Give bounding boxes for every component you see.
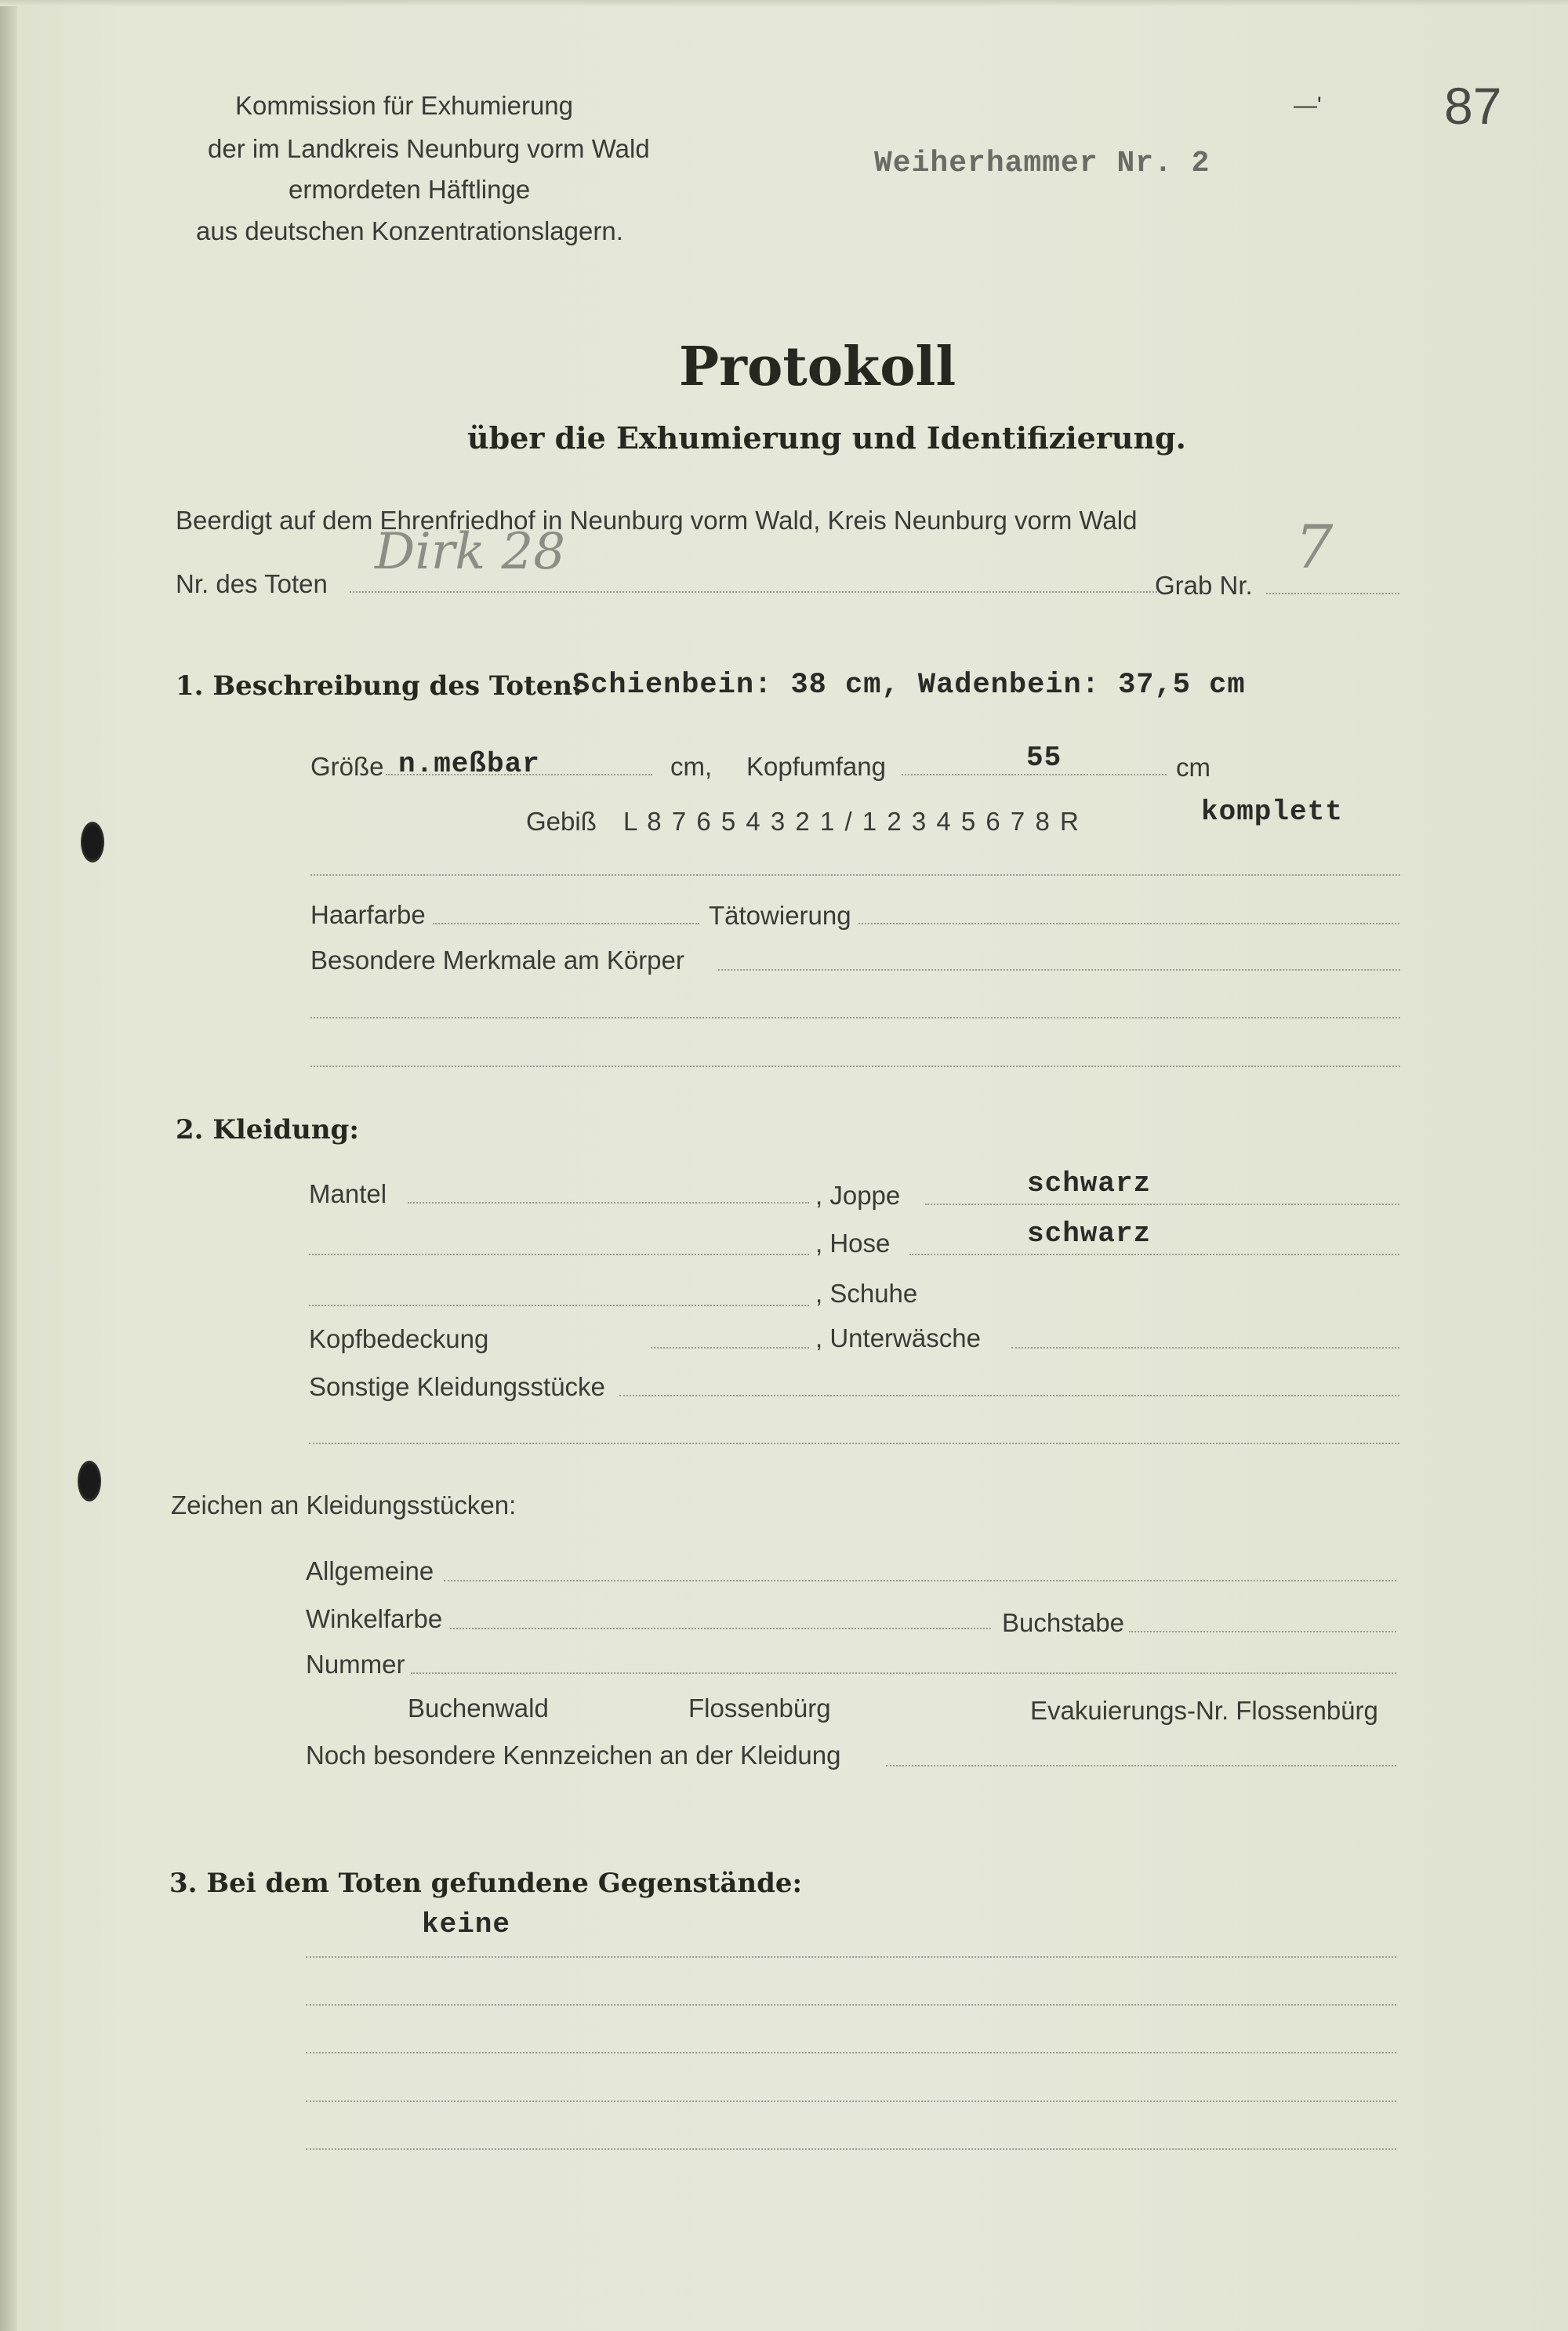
joppe-label: , Joppe <box>815 1181 901 1210</box>
merkmale-line-2 <box>310 1017 1400 1018</box>
schuhe-label: , Schuhe <box>815 1279 918 1308</box>
gegenstaende-line-1 <box>306 1956 1396 1958</box>
kopfbedeckung-line <box>651 1347 809 1349</box>
paper-top-edge <box>0 0 1568 6</box>
noch-kennzeichen-label: Noch besondere Kennzeichen an der Kleidung <box>306 1741 841 1770</box>
gegenstaende-line-5 <box>306 2148 1396 2150</box>
merkmale-line <box>718 969 1400 971</box>
section3-heading: 3. Bei dem Toten gefundene Gegenstände: <box>169 1868 803 1899</box>
unterwaesche-line <box>1011 1347 1399 1349</box>
paper-left-edge <box>0 0 17 2331</box>
cm-label-2: cm <box>1176 753 1210 782</box>
buchstabe-label: Buchstabe <box>1002 1608 1124 1637</box>
burial-line: Beerdigt auf dem Ehrenfriedhof in Neunburg vorm Wald, Kreis Neunburg vorm Wald <box>176 506 1138 535</box>
buchenwald-label: Buchenwald <box>408 1694 549 1723</box>
joppe-value: schwarz <box>1027 1167 1152 1200</box>
dash-mark: —' <box>1294 93 1322 118</box>
allgemeine-line <box>444 1580 1396 1581</box>
section1-typed-description: Schienbein: 38 cm, Wadenbein: 37,5 cm <box>572 669 1246 702</box>
gegenstaende-line-2 <box>306 2004 1396 2006</box>
haarfarbe-label: Haarfarbe <box>310 900 426 929</box>
page-subtitle: über die Exhumierung und Identifizierung. <box>467 420 1186 456</box>
punch-hole-upper <box>81 822 104 862</box>
hose-line <box>909 1254 1399 1255</box>
sonstige-line-2 <box>309 1443 1399 1444</box>
commission-line-2: der im Landkreis Neunburg vorm Wald <box>208 134 650 163</box>
winkelfarbe-line <box>450 1628 991 1629</box>
groesse-label: Größe <box>310 752 384 781</box>
taetowierung-label: Tätowierung <box>709 901 851 930</box>
buchstabe-line <box>1129 1631 1396 1632</box>
grab-nr-line <box>1266 593 1399 594</box>
winkelfarbe-label: Winkelfarbe <box>306 1604 443 1633</box>
page-title: Protokoll <box>679 336 956 398</box>
kopfumfang-label: Kopfumfang <box>746 752 886 781</box>
nummer-line <box>411 1672 1396 1674</box>
noch-kennzeichen-line <box>886 1765 1396 1766</box>
kopfumfang-value: 55 <box>1026 742 1062 774</box>
section2-heading: 2. Kleidung: <box>176 1114 359 1146</box>
joppe-line <box>925 1204 1399 1205</box>
gebiss-value: komplett <box>1201 796 1343 828</box>
hose-pre-line <box>309 1254 809 1255</box>
punch-hole-lower <box>78 1461 101 1501</box>
commission-line-4: aus deutschen Konzentrationslagern. <box>196 216 623 245</box>
section1-heading: 1. Beschreibung des Toten: <box>176 670 583 702</box>
merkmale-label: Besondere Merkmale am Körper <box>310 946 684 975</box>
gebiss-extra-line <box>310 874 1400 876</box>
schuhe-pre-line <box>309 1305 809 1306</box>
taetowierung-line <box>858 923 1399 924</box>
page-number: 87 <box>1444 77 1502 135</box>
unterwaesche-label: , Unterwäsche <box>815 1323 981 1352</box>
haarfarbe-line <box>433 923 699 924</box>
kopfbedeckung-label: Kopfbedeckung <box>309 1324 489 1353</box>
grab-nr-value: 7 <box>1295 512 1334 582</box>
hose-label: , Hose <box>815 1229 891 1258</box>
grab-nr-label: Grab Nr. <box>1155 571 1253 600</box>
nummer-label: Nummer <box>306 1650 405 1679</box>
hose-value: schwarz <box>1027 1218 1152 1250</box>
gegenstaende-line-4 <box>306 2100 1396 2102</box>
kopfumfang-line <box>902 774 1167 775</box>
gebiss-label: Gebiß <box>526 807 597 836</box>
merkmale-line-3 <box>310 1066 1400 1067</box>
section3-typed-value: keine <box>422 1908 511 1941</box>
zeichen-heading: Zeichen an Kleidungsstücken: <box>171 1490 517 1520</box>
commission-line-1: Kommission für Exhumierung <box>235 91 573 120</box>
evakuierung-label: Evakuierungs-Nr. Flossenbürg <box>1030 1696 1378 1725</box>
mantel-label: Mantel <box>309 1179 387 1208</box>
gebiss-scheme: L 8 7 6 5 4 3 2 1 / 1 2 3 4 5 6 7 8 R <box>623 807 1080 836</box>
nr-toten-value: Dirk 28 <box>375 523 565 581</box>
allgemeine-label: Allgemeine <box>306 1556 434 1585</box>
groesse-value: n.meßbar <box>398 748 540 780</box>
sonstige-line <box>619 1395 1399 1396</box>
typed-location: Weiherhammer Nr. 2 <box>874 147 1210 180</box>
sonstige-label: Sonstige Kleidungsstücke <box>309 1372 605 1401</box>
nr-toten-label: Nr. des Toten <box>176 569 328 598</box>
gegenstaende-line-3 <box>306 2052 1396 2053</box>
mantel-line <box>408 1202 809 1204</box>
cm-label-1: cm, <box>670 752 713 781</box>
nr-toten-line <box>350 591 1157 593</box>
commission-line-3: ermordeten Häftlinge <box>289 175 531 204</box>
flossenbuerg-label: Flossenbürg <box>688 1694 831 1723</box>
